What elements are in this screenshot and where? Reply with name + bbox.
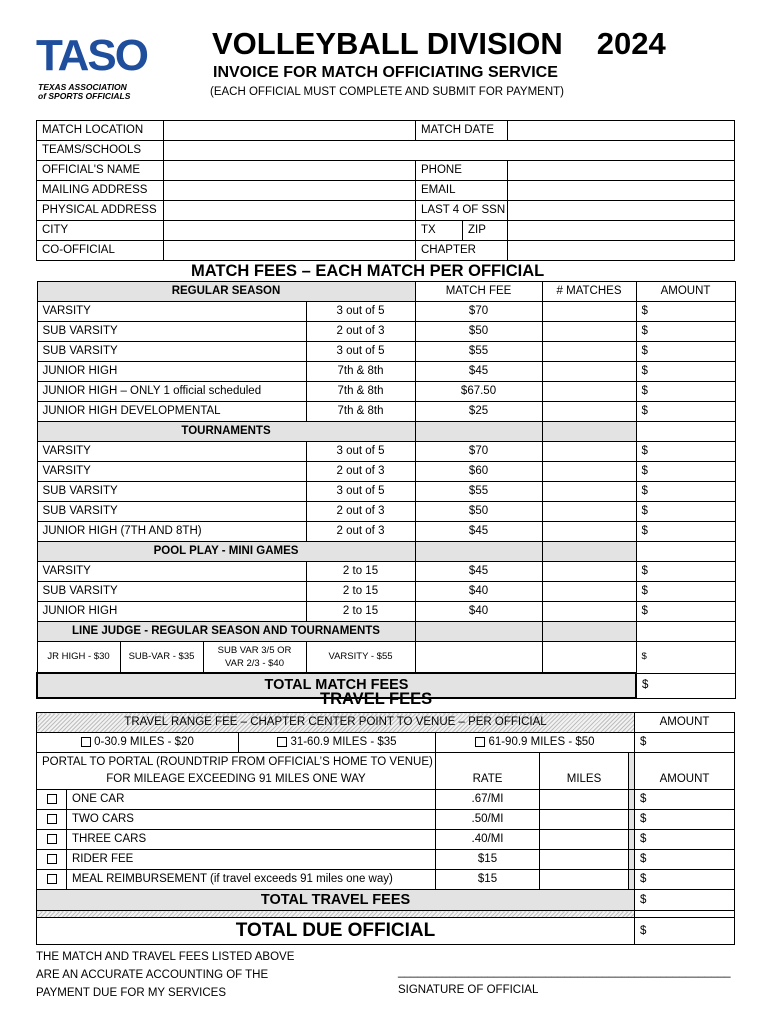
lj-sub-var-35-line1: SUB VAR 3/5 OR: [217, 645, 292, 656]
fee-row: [37, 362, 735, 382]
fee-level: SUB VARSITY: [37, 502, 306, 522]
lj-sub-var-35[interactable]: [203, 642, 306, 674]
fee-format: 2 out of 3: [306, 322, 415, 342]
checkbox-icon[interactable]: [47, 874, 57, 884]
travel-item-amount[interactable]: $: [635, 790, 735, 810]
matches-input[interactable]: [542, 322, 636, 342]
total-travel-label: TOTAL TRAVEL FEES: [37, 890, 635, 911]
fee-value: $40: [415, 582, 542, 602]
line-judge-row: [37, 642, 735, 674]
fee-row: [37, 582, 735, 602]
signature-label: SIGNATURE OF OFFICIAL: [398, 984, 539, 996]
fee-format: 3 out of 5: [306, 482, 415, 502]
fee-row: [37, 462, 735, 482]
header-fill: [636, 622, 735, 642]
travel-item-label: RIDER FEE: [67, 850, 436, 870]
range-option-3-label: 61-90.9 MILES - $50: [488, 736, 595, 748]
amount-input[interactable]: $: [636, 342, 735, 362]
matches-input[interactable]: [542, 602, 636, 622]
fee-format: 3 out of 5: [306, 442, 415, 462]
checkbox-icon[interactable]: [475, 737, 485, 747]
match-date-label: MATCH DATE: [416, 121, 508, 141]
matches-input[interactable]: [542, 442, 636, 462]
matches-input[interactable]: [542, 522, 636, 542]
amount-input[interactable]: $: [636, 502, 735, 522]
matches-input[interactable]: [542, 502, 636, 522]
range-option-1-label: 0-30.9 MILES - $20: [94, 736, 194, 748]
fee-row: [37, 562, 735, 582]
city-label: CITY: [37, 221, 164, 241]
travel-item-miles[interactable]: [540, 850, 629, 870]
matches-input[interactable]: [542, 482, 636, 502]
fee-format: 3 out of 5: [306, 342, 415, 362]
range-option-1[interactable]: [37, 733, 239, 753]
travel-item-checkbox[interactable]: [37, 830, 67, 850]
header-fill: [542, 622, 636, 642]
amount-input[interactable]: $: [636, 462, 735, 482]
total-match-fees-label: TOTAL MATCH FEES: [37, 673, 636, 698]
matches-header: # MATCHES: [542, 282, 636, 302]
email-label: EMAIL: [416, 181, 508, 201]
fee-value: $60: [415, 462, 542, 482]
page-subtitle: INVOICE FOR MATCH OFFICIATING SERVICE: [213, 64, 558, 81]
amount-input[interactable]: $: [636, 402, 735, 422]
zip-label: ZIP: [463, 221, 508, 241]
total-due-amount[interactable]: $: [635, 918, 735, 945]
travel-item-rate: $15: [436, 870, 540, 890]
cert-line1: THE MATCH AND TRAVEL FEES LISTED ABOVE: [36, 951, 295, 963]
travel-item-checkbox[interactable]: [37, 810, 67, 830]
last4-field[interactable]: [508, 201, 735, 221]
matches-input[interactable]: [542, 342, 636, 362]
fee-row: [37, 322, 735, 342]
header-fill: [542, 542, 636, 562]
fee-row: [37, 482, 735, 502]
lj-sub-var-35-line2: VAR 2/3 - $40: [225, 658, 284, 669]
travel-item-amount[interactable]: $: [635, 810, 735, 830]
range-option-2-label: 31-60.9 MILES - $35: [290, 736, 397, 748]
fee-row: [37, 402, 735, 422]
taso-logo: [36, 31, 147, 101]
amount-input[interactable]: $: [636, 562, 735, 582]
city-field[interactable]: [164, 221, 416, 241]
travel-item-rate: .67/MI: [436, 790, 540, 810]
lj-fill: [542, 642, 636, 674]
checkbox-icon[interactable]: [47, 854, 57, 864]
amount-header: AMOUNT: [635, 753, 735, 790]
header-fill: [415, 542, 542, 562]
hatch-divider: [37, 911, 635, 918]
travel-item-row: [37, 830, 735, 850]
physical-address-field[interactable]: [164, 201, 416, 221]
fee-value: $45: [415, 522, 542, 542]
fee-format: 2 out of 3: [306, 522, 415, 542]
co-official-field[interactable]: [164, 241, 416, 261]
total-due-label: TOTAL DUE OFFICIAL: [37, 918, 635, 945]
portal-line2: FOR MILEAGE EXCEEDING 91 MILES ONE WAY: [106, 773, 366, 785]
fee-format: 2 out of 3: [306, 502, 415, 522]
fee-level: VARSITY: [37, 302, 306, 322]
travel-item-rate: .40/MI: [436, 830, 540, 850]
lj-sub-var[interactable]: SUB-VAR - $35: [120, 642, 203, 674]
travel-item-rate: .50/MI: [436, 810, 540, 830]
match-date-field[interactable]: [508, 121, 735, 141]
travel-item-checkbox[interactable]: [37, 790, 67, 810]
checkbox-icon[interactable]: [47, 834, 57, 844]
matches-input[interactable]: [542, 582, 636, 602]
miles-header: MILES: [540, 753, 629, 790]
teams-schools-field[interactable]: [164, 141, 735, 161]
matches-input[interactable]: [542, 302, 636, 322]
fee-level: JUNIOR HIGH – ONLY 1 official scheduled: [37, 382, 306, 402]
fee-row: [37, 442, 735, 462]
lj-fill: [415, 642, 542, 674]
header-fill: [636, 542, 735, 562]
lj-varsity[interactable]: VARSITY - $55: [306, 642, 415, 674]
amount-input[interactable]: $: [636, 362, 735, 382]
mailing-address-field[interactable]: [164, 181, 416, 201]
travel-range-label: TRAVEL RANGE FEE – CHAPTER CENTER POINT TO VENUE – PER OFFICIAL: [37, 713, 635, 733]
travel-item-amount[interactable]: $: [635, 830, 735, 850]
travel-range-amount-header: AMOUNT: [635, 713, 735, 733]
travel-fees-table: [36, 712, 735, 945]
fee-value: $25: [415, 402, 542, 422]
travel-item-label: TWO CARS: [67, 810, 436, 830]
matches-input[interactable]: [542, 362, 636, 382]
header-fill: [415, 422, 542, 442]
travel-item-miles[interactable]: [540, 790, 629, 810]
fee-level: VARSITY: [37, 462, 306, 482]
amount-input[interactable]: $: [636, 302, 735, 322]
travel-item-row: [37, 870, 735, 890]
officials-name-field[interactable]: [164, 161, 416, 181]
rate-header: RATE: [436, 753, 540, 790]
range-option-2[interactable]: [239, 733, 436, 753]
fee-format: 2 to 15: [306, 562, 415, 582]
travel-item-checkbox[interactable]: [37, 850, 67, 870]
lj-jr-high[interactable]: JR HIGH - $30: [37, 642, 120, 674]
travel-item-label: ONE CAR: [67, 790, 436, 810]
fee-row: [37, 602, 735, 622]
title-text: VOLLEYBALL DIVISION: [212, 26, 563, 61]
fee-row: [37, 522, 735, 542]
total-travel-amount[interactable]: $: [635, 890, 735, 911]
match-fee-header: MATCH FEE: [415, 282, 542, 302]
travel-item-rate: $15: [436, 850, 540, 870]
portal-line1: PORTAL TO PORTAL (ROUNDTRIP FROM OFFICIAL’S HOME TO VENUE): [42, 756, 433, 768]
fee-level: JUNIOR HIGH: [37, 602, 306, 622]
fee-value: $40: [415, 602, 542, 622]
fee-value: $70: [415, 302, 542, 322]
phone-field[interactable]: [508, 161, 735, 181]
amount-input[interactable]: $: [636, 522, 735, 542]
amount-input[interactable]: $: [636, 382, 735, 402]
fee-format: 7th & 8th: [306, 362, 415, 382]
checkbox-icon[interactable]: [81, 737, 91, 747]
pool-play-header: POOL PLAY - MINI GAMES: [37, 542, 415, 562]
co-official-label: CO-OFFICIAL: [37, 241, 164, 261]
signature-line[interactable]: ____________________________________________________: [398, 966, 731, 978]
fee-level: SUB VARSITY: [37, 482, 306, 502]
chapter-label: CHAPTER: [416, 241, 508, 261]
amount-input[interactable]: $: [636, 602, 735, 622]
travel-item-row: [37, 810, 735, 830]
amount-header: AMOUNT: [636, 282, 735, 302]
amount-input[interactable]: $: [636, 322, 735, 342]
certification-text: [36, 948, 294, 1002]
fee-value: $45: [415, 562, 542, 582]
logo-wordmark: TASO: [36, 31, 147, 80]
fee-format: 2 to 15: [306, 582, 415, 602]
fee-level: SUB VARSITY: [37, 582, 306, 602]
regular-season-header: REGULAR SEASON: [37, 282, 415, 302]
fee-level: JUNIOR HIGH: [37, 362, 306, 382]
travel-item-checkbox[interactable]: [37, 870, 67, 890]
title-year: 2024: [596, 26, 666, 61]
fee-level: SUB VARSITY: [37, 322, 306, 342]
travel-item-miles[interactable]: [540, 810, 629, 830]
travel-item-label: THREE CARS: [67, 830, 436, 850]
lj-amount[interactable]: $: [636, 642, 735, 674]
cert-line2: ARE AN ACCURATE ACCOUNTING OF THE: [36, 969, 269, 981]
fee-level: JUNIOR HIGH DEVELOPMENTAL: [37, 402, 306, 422]
matches-input[interactable]: [542, 562, 636, 582]
fee-level: VARSITY: [37, 442, 306, 462]
fee-format: 3 out of 5: [306, 302, 415, 322]
fee-value: $50: [415, 502, 542, 522]
physical-address-label: PHYSICAL ADDRESS: [37, 201, 164, 221]
mailing-address-label: MAILING ADDRESS: [37, 181, 164, 201]
travel-item-row: [37, 790, 735, 810]
fee-value: $67.50: [415, 382, 542, 402]
fee-row: [37, 382, 735, 402]
travel-item-row: [37, 850, 735, 870]
range-amount[interactable]: $: [635, 733, 735, 753]
total-match-fees-amount[interactable]: $: [636, 673, 735, 698]
matches-input[interactable]: [542, 402, 636, 422]
amount-input[interactable]: $: [636, 482, 735, 502]
logo-line1: TEXAS ASSOCIATION: [38, 82, 127, 92]
match-fees-heading: MATCH FEES – EACH MATCH PER OFFICIAL: [191, 262, 545, 280]
travel-item-miles[interactable]: [540, 870, 629, 890]
header-fill: [415, 622, 542, 642]
teams-schools-label: TEAMS/SCHOOLS: [37, 141, 164, 161]
portal-label: [37, 753, 436, 790]
fee-value: $55: [415, 482, 542, 502]
fee-format: 7th & 8th: [306, 382, 415, 402]
phone-label: PHONE: [416, 161, 508, 181]
page-title: [212, 26, 666, 62]
fee-format: 2 to 15: [306, 602, 415, 622]
fee-row: [37, 302, 735, 322]
divider-cell: [635, 911, 735, 918]
fee-format: 2 out of 3: [306, 462, 415, 482]
checkbox-icon[interactable]: [277, 737, 287, 747]
chapter-field[interactable]: [508, 241, 735, 261]
last4-label: LAST 4 OF SSN: [416, 201, 508, 221]
travel-item-miles[interactable]: [540, 830, 629, 850]
official-info-table: [36, 120, 735, 261]
checkbox-icon[interactable]: [47, 814, 57, 824]
amount-input[interactable]: $: [636, 582, 735, 602]
travel-item-amount[interactable]: $: [635, 850, 735, 870]
line-judge-header: LINE JUDGE - REGULAR SEASON AND TOURNAMENTS: [37, 622, 415, 642]
matches-input[interactable]: [542, 382, 636, 402]
zip-field[interactable]: [508, 221, 735, 241]
page-note: (EACH OFFICIAL MUST COMPLETE AND SUBMIT FOR PAYMENT): [210, 86, 564, 98]
match-location-label: MATCH LOCATION: [37, 121, 164, 141]
fee-value: $45: [415, 362, 542, 382]
tournaments-header: TOURNAMENTS: [37, 422, 415, 442]
state-tx: TX: [416, 221, 463, 241]
checkbox-icon[interactable]: [47, 794, 57, 804]
amount-input[interactable]: $: [636, 442, 735, 462]
match-location-field[interactable]: [164, 121, 416, 141]
fee-row: [37, 502, 735, 522]
cert-line3: PAYMENT DUE FOR MY SERVICES: [36, 987, 227, 999]
header-fill: [542, 422, 636, 442]
travel-item-amount[interactable]: $: [635, 870, 735, 890]
range-option-3[interactable]: [436, 733, 635, 753]
fee-value: $70: [415, 442, 542, 462]
logo-line2: of SPORTS OFFICIALS: [38, 91, 131, 101]
matches-input[interactable]: [542, 462, 636, 482]
travel-item-label: MEAL REIMBURSEMENT (if travel exceeds 91 miles one way): [67, 870, 436, 890]
match-fees-table: [36, 281, 736, 699]
fee-row: [37, 342, 735, 362]
header-fill: [636, 422, 735, 442]
fee-level: VARSITY: [37, 562, 306, 582]
fee-level: JUNIOR HIGH (7TH AND 8TH): [37, 522, 306, 542]
travel-fees-heading: TRAVEL FEES: [320, 690, 433, 708]
fee-value: $50: [415, 322, 542, 342]
fee-format: 7th & 8th: [306, 402, 415, 422]
fee-level: SUB VARSITY: [37, 342, 306, 362]
email-field[interactable]: [508, 181, 735, 201]
officials-name-label: OFFICIAL'S NAME: [37, 161, 164, 181]
fee-value: $55: [415, 342, 542, 362]
